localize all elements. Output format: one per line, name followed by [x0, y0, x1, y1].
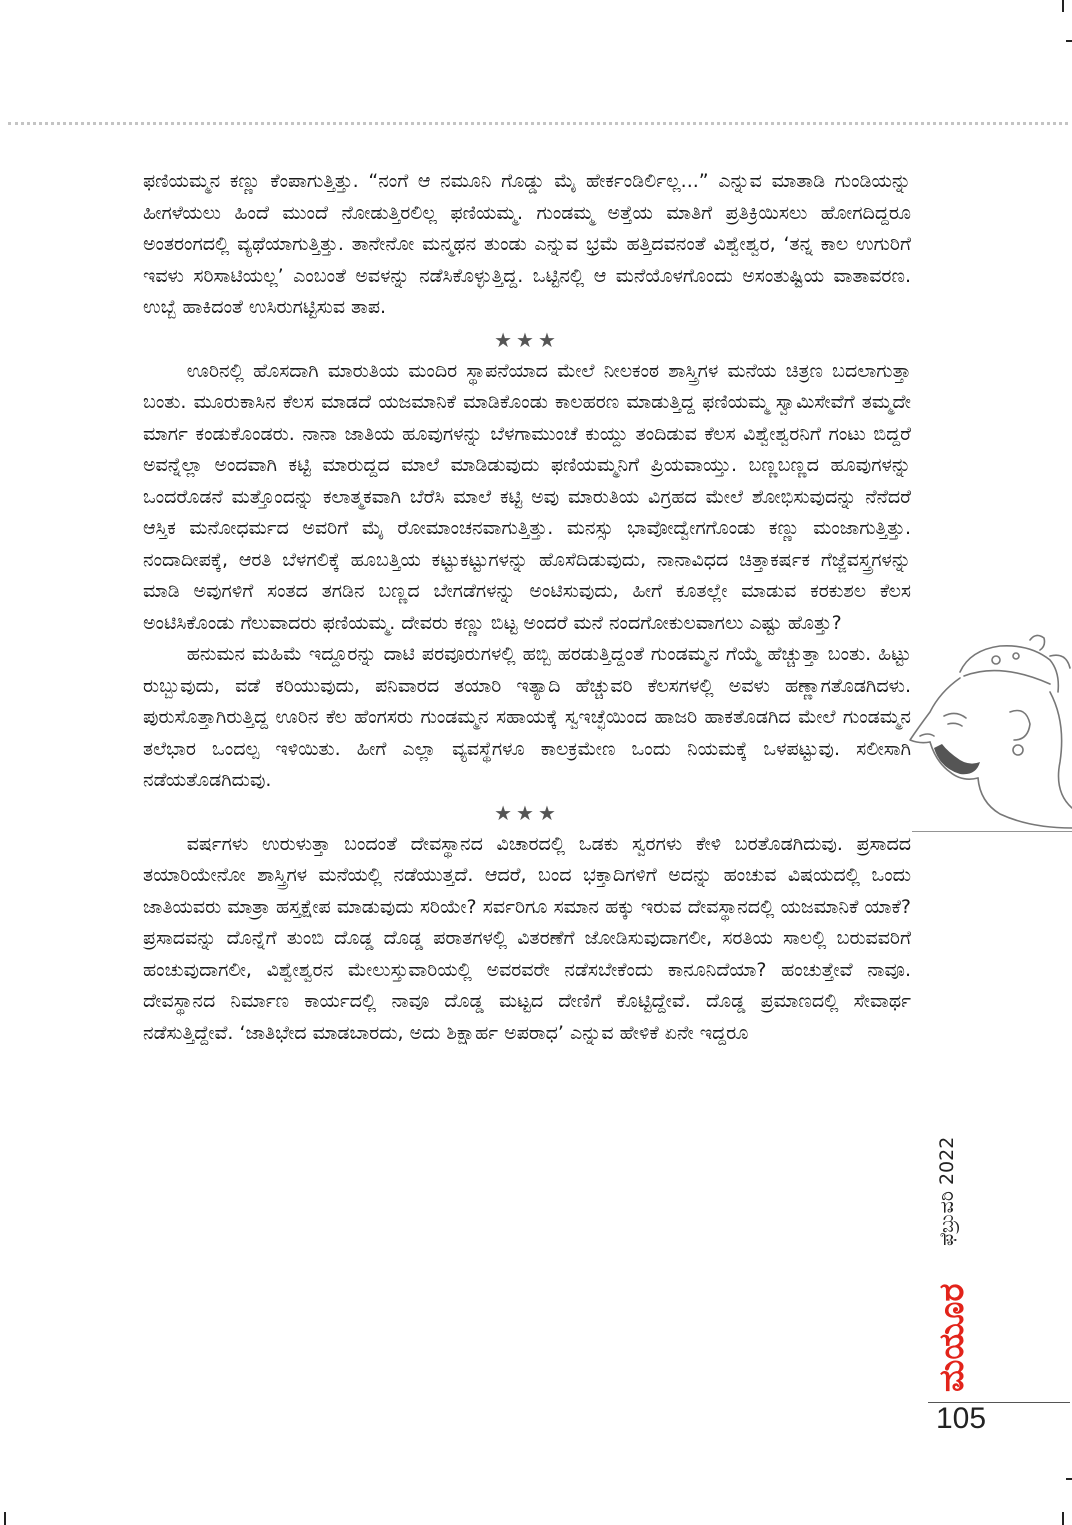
article-body [143, 166, 911, 1049]
issue-date: ಫೆಬ್ರುವರಿ 2022 [936, 1136, 958, 1246]
crop-mark-bottom-left [4, 1512, 6, 1525]
paragraph-3: ಹನುಮನ ಮಹಿಮೆ ಇದ್ದೂರನ್ನು ದಾಟಿ ಪರವೂರುಗಳಲ್ಲಿ ಹಬ್ಬಿ ಹರಡುತ್ತಿದ್ದಂತೆ ಗುಂಡಮ್ಮನ ಗೆಯ್ಮೆ ಹೆಚ್ಚುತ್ತಾ ಬಂತು. ಹಿಟ್ಟು ರುಬ್ಬುವುದು, ವಡೆ ಕರಿಯುವುದು, ಪನಿವಾರದ ತಯಾರಿ ಇತ್ಯಾದಿ ಹೆಚ್ಚುವರಿ ಕೆಲಸಗಳಲ್ಲಿ ಅವಳು ಹಣ್ಣಾಗತೊಡಗಿದಳು. ಪುರುಸೊತ್ತಾಗಿರುತ್ತಿದ್ದ ಊರಿನ ಕೆಲ ಹೆಂಗಸರು ಗುಂಡಮ್ಮನ ಸಹಾಯಕ್ಕೆ ಸ್ವಇಚ್ಛೆಯಿಂದ ಹಾಜರಿ ಹಾಕತೊಡಗಿದ ಮೇಲೆ ಗುಂಡಮ್ಮನ ತಲೆಭಾರ ಒಂದಲ್ಪ ಇಳಿಯಿತು. ಹೀಗೆ ಎಲ್ಲಾ ವ್ಯವಸ್ಥೆಗಳೂ ಕಾಲಕ್ರಮೇಣ ಒಂದು ನಿಯಮಕ್ಕೆ ಒಳಪಟ್ಟುವು. ಸಲೀಸಾಗಿ ನಡೆಯತೊಡಗಿದುವು. [143, 643, 911, 791]
magazine-logo: ಮಯೂರ [932, 1283, 972, 1392]
page-number: 105 [936, 1402, 987, 1435]
paragraph-2: ಊರಿನಲ್ಲಿ ಹೊಸದಾಗಿ ಮಾರುತಿಯ ಮಂದಿರ ಸ್ಥಾಪನೆಯಾದ ಮೇಲೆ ನೀಲಕಂಠ ಶಾಸ್ತ್ರಿಗಳ ಮನೆಯ ಚಿತ್ರಣ ಬದಲಾಗುತ್ತಾ ಬಂತು. ಮೂರುಕಾಸಿನ ಕೆಲಸ ಮಾಡದೆ ಯಜಮಾನಿಕೆ ಮಾಡಿಕೊಂಡು ಕಾಲಹರಣ ಮಾಡುತ್ತಿದ್ದ ಫಣಿಯಮ್ಮ ಸ್ವಾಮಿಸೇವೆಗೆ ತಮ್ಮದೇ ಮಾರ್ಗ ಕಂಡುಕೊಂಡರು. ನಾನಾ ಜಾತಿಯ ಹೂವುಗಳನ್ನು ಬೆಳಗಾಮುಂಚೆ ಕುಯ್ದು ತಂದಿಡುವ ಕೆಲಸ ವಿಶ್ವೇಶ್ವರನಿಗೆ ಗಂಟು ಬಿದ್ದರೆ ಅವನ್ನೆಲ್ಲಾ ಅಂದವಾಗಿ ಕಟ್ಟಿ ಮಾರುದ್ದದ ಮಾಲೆ ಮಾಡಿಡುವುದು ಫಣಿಯಮ್ಮನಿಗೆ ಪ್ರಿಯವಾಯ್ತು. ಬಣ್ಣಬಣ್ಣದ ಹೂವುಗಳನ್ನು ಒಂದರೊಡನೆ ಮತ್ತೊಂದನ್ನು ಕಲಾತ್ಮಕವಾಗಿ ಬೆರೆಸಿ ಮಾಲೆ ಕಟ್ಟಿ ಅವು ಮಾರುತಿಯ ವಿಗ್ರಹದ ಮೇಲೆ ಶೋಭಿಸುವುದನ್ನು ನೆನೆದರೆ ಆಸ್ತಿಕ ಮನೋಧರ್ಮದ ಅವರಿಗೆ ಮೈ ರೋಮಾಂಚನವಾಗುತ್ತಿತ್ತು. ಮನಸ್ಸು ಭಾವೋದ್ವೇಗಗೊಂಡು ಕಣ್ಣು ಮಂಜಾಗುತ್ತಿತ್ತು. ನಂದಾದೀಪಕ್ಕೆ, ಆರತಿ ಬೆಳಗಲಿಕ್ಕೆ ಹೂಬತ್ತಿಯ ಕಟ್ಟುಕಟ್ಟುಗಳನ್ನು ಹೊಸೆದಿಡುವುದು, ನಾನಾವಿಧದ ಚಿತ್ತಾಕರ್ಷಕ ಗೆಜ್ಜೆವಸ್ತ್ರಗಳನ್ನು ಮಾಡಿ ಅವುಗಳಿಗೆ ಸಂತದ ತಗಡಿನ ಬಣ್ಣದ ಬೇಗಡೆಗಳನ್ನು ಅಂಟಿಸುವುದು, ಹೀಗೆ ಕೂತಲ್ಲೇ ಮಾಡುವ ಕರಕುಶಲ ಕೆಲಸ ಅಂಟಿಸಿಕೊಂಡು ಗೆಲುವಾದರು ಫಣಿಯಮ್ಮ. ದೇವರು ಕಣ್ಣು ಬಿಟ್ಟ ಅಂದರೆ ಮನೆ ನಂದಗೋಕುಲವಾಗಲು ಎಷ್ಟು ಹೊತ್ತು? [143, 359, 911, 634]
paragraph-1: ಫಣಿಯಮ್ಮನ ಕಣ್ಣು ಕೆಂಪಾಗುತ್ತಿತ್ತು. “ನಂಗೆ ಆ ನಮೂನಿ ಗೊಡ್ಡು ಮೈ ಹೇರ್ಕಂಡಿರ್ಲಿಲ್ಲ...” ಎನ್ನುವ ಮಾತಾಡಿ ಗುಂಡಿಯನ್ನು ಹೀಗಳೆಯಲು ಹಿಂದೆ ಮುಂದೆ ನೋಡುತ್ತಿರಲಿಲ್ಲ ಫಣಿಯಮ್ಮ. ಗುಂಡಮ್ಮ ಅತ್ತೆಯ ಮಾತಿಗೆ ಪ್ರತಿಕ್ರಿಯಿಸಲು ಹೋಗದಿದ್ದರೂ ಅಂತರಂಗದಲ್ಲಿ ವ್ಯಥೆಯಾಗುತ್ತಿತ್ತು. ತಾನೇನೋ ಮನ್ಮಥನ ತುಂಡು ಎನ್ನುವ ಭ್ರಮೆ ಹತ್ತಿದವನಂತೆ ವಿಶ್ವೇಶ್ವರ, ‘ತನ್ನ ಕಾಲ ಉಗುರಿಗೆ ಇವಳು ಸರಿಸಾಟಿಯಲ್ಲ’ ಎಂಬಂತೆ ಅವಳನ್ನು ನಡೆಸಿಕೊಳ್ಳುತ್ತಿದ್ದ. ಒಟ್ಟಿನಲ್ಲಿ ಆ ಮನೆಯೊಳಗೊಂದು ಅಸಂತುಷ್ಟಿಯ ವಾತಾವರಣ. ಉಬ್ಬೆ ಹಾಕಿದಂತೆ ಉಸಿರುಗಟ್ಟಿಸುವ ತಾಪ. [143, 170, 911, 318]
hanuman-illustration [900, 632, 1072, 832]
crop-mark-right-top [1066, 40, 1072, 42]
paragraph-4: ವರ್ಷಗಳು ಉರುಳುತ್ತಾ ಬಂದಂತೆ ದೇವಸ್ಥಾನದ ವಿಚಾರದಲ್ಲಿ ಒಡಕು ಸ್ವರಗಳು ಕೇಳಿ ಬರತೊಡಗಿದುವು. ಪ್ರಸಾದದ ತಯಾರಿಯೇನೋ ಶಾಸ್ತ್ರಿಗಳ ಮನೆಯಲ್ಲಿ ನಡೆಯುತ್ತದೆ. ಆದರೆ, ಬಂದ ಭಕ್ತಾದಿಗಳಿಗೆ ಅದನ್ನು ಹಂಚುವ ವಿಷಯದಲ್ಲಿ ಒಂದು ಜಾತಿಯವರು ಮಾತ್ರಾ ಹಸ್ತಕ್ಷೇಪ ಮಾಡುವುದು ಸರಿಯೇ? ಸರ್ವರಿಗೂ ಸಮಾನ ಹಕ್ಕು ಇರುವ ದೇವಸ್ಥಾನದಲ್ಲಿ ಯಜಮಾನಿಕೆ ಯಾಕೆ? ಪ್ರಸಾದವನ್ನು ದೊನ್ನೆಗೆ ತುಂಬಿ ದೊಡ್ಡ ದೊಡ್ಡ ಪರಾತಗಳಲ್ಲಿ ವಿತರಣೆಗೆ ಜೋಡಿಸುವುದಾಗಲೀ, ಸರತಿಯ ಸಾಲಲ್ಲಿ ಬರುವವರಿಗೆ ಹಂಚುವುದಾಗಲೀ, ವಿಶ್ವೇಶ್ವರನ ಮೇಲುಸ್ತುವಾರಿಯಲ್ಲಿ ಅವರವರೇ ನಡೆಸಬೇಕೆಂದು ಕಾನೂನಿದೆಯಾ? ಹಂಚುತ್ತೇವೆ ನಾವೂ. ದೇವಸ್ಥಾನದ ನಿರ್ಮಾಣ ಕಾರ್ಯದಲ್ಲಿ ನಾವೂ ದೊಡ್ಡ ಮಟ್ಟದ ದೇಣಿಗೆ ಕೊಟ್ಟಿದ್ದೇವೆ. ದೊಡ್ಡ ಪ್ರಮಾಣದಲ್ಲಿ ಸೇವಾರ್ಥ ನಡೆಸುತ್ತಿದ್ದೇವೆ. ‘ಜಾತಿಭೇದ ಮಾಡಬಾರದು, ಅದು ಶಿಕ್ಷಾರ್ಹ ಅಪರಾಧ’ ಎನ್ನುವ ಹೇಳಿಕೆ ಏನೇ ಇದ್ದರೂ [143, 832, 911, 1044]
crop-mark-bottom-right [1062, 1512, 1064, 1525]
crop-mark-right-bottom [1066, 1478, 1072, 1480]
crop-mark-top [1062, 0, 1064, 12]
header-dotted-rule [8, 122, 1068, 125]
section-divider: ★★★ [494, 327, 560, 352]
section-divider: ★★★ [494, 800, 560, 825]
